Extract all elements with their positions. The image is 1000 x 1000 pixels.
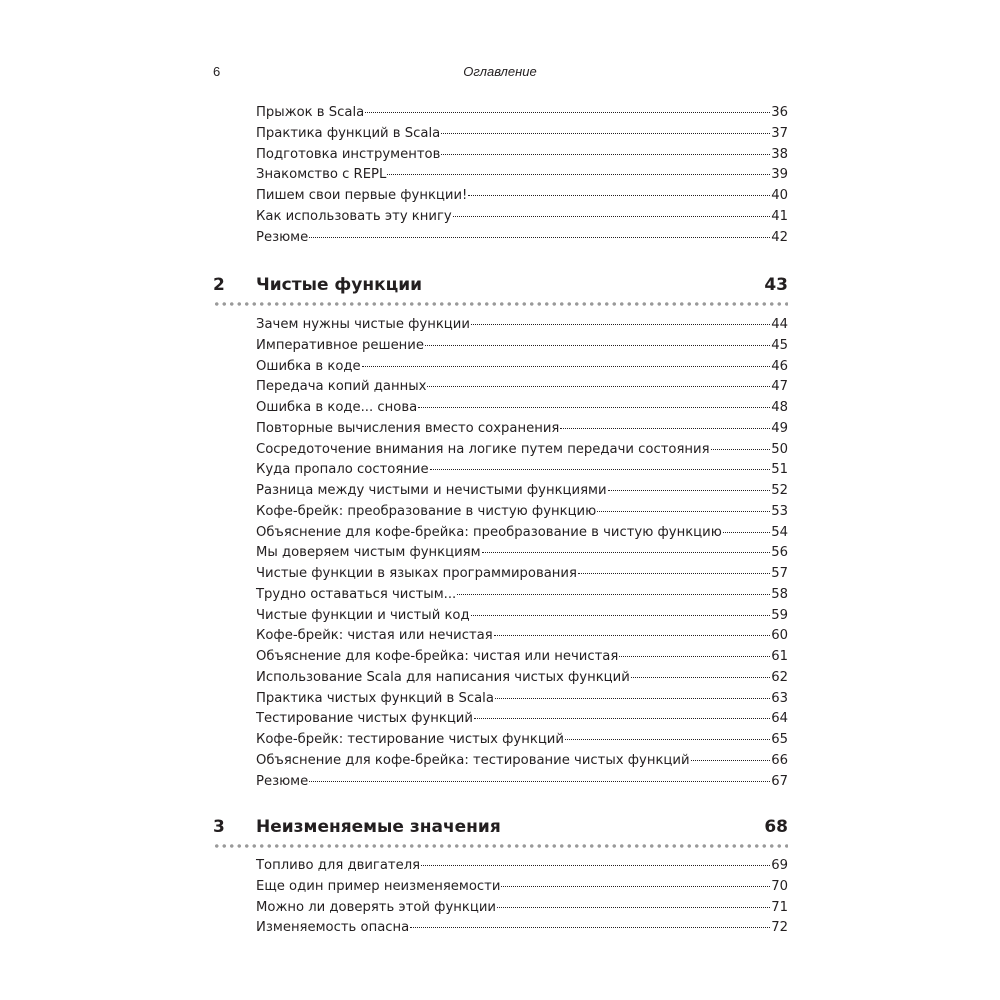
toc-entry[interactable] <box>256 186 788 207</box>
dot-leader <box>619 656 770 657</box>
toc-entry[interactable] <box>256 315 788 336</box>
toc-entry[interactable] <box>256 564 788 585</box>
entry-title: Мы доверяем чистым функциям <box>256 545 481 561</box>
dot-leader <box>430 469 771 470</box>
entry-title: Знакомство с REPL <box>256 167 387 183</box>
entry-page-number: 50 <box>771 441 788 457</box>
toc-entry[interactable] <box>256 606 788 627</box>
entry-page-number: 46 <box>771 358 788 374</box>
dot-leader <box>468 195 770 196</box>
dot-leader <box>309 237 770 238</box>
toc-entry[interactable] <box>256 689 788 710</box>
entry-title: Куда пропало состояние <box>256 462 429 478</box>
toc-entry[interactable] <box>256 856 788 877</box>
toc-entry[interactable] <box>256 228 788 249</box>
dot-leader <box>691 760 771 761</box>
toc-entry[interactable] <box>256 460 788 481</box>
entry-page-number: 64 <box>771 711 788 727</box>
chapter-entries <box>256 856 788 939</box>
dot-leader <box>365 112 770 113</box>
entry-title: Можно ли доверять этой функции <box>256 899 496 915</box>
toc-entry[interactable] <box>256 440 788 461</box>
chapter-heading[interactable] <box>213 817 788 837</box>
toc-entry[interactable] <box>256 502 788 523</box>
entry-page-number: 49 <box>771 420 788 436</box>
entry-title: Сосредоточение внимания на логике путем передачи состояния <box>256 441 710 457</box>
entry-title: Пишем свои первые функции! <box>256 188 468 203</box>
entry-title: Как использовать эту книгу <box>256 208 452 224</box>
toc-entry[interactable] <box>256 626 788 647</box>
entry-title: Кофе-брейк: преобразование в чистую функцию <box>256 503 597 519</box>
chapter-title: Неизменяемые значения <box>256 817 501 837</box>
entry-page-number: 60 <box>771 628 788 644</box>
entry-title: Разница между чистыми и нечистыми функциями <box>256 483 607 498</box>
toc-entry[interactable] <box>256 523 788 544</box>
dot-leader <box>427 386 770 387</box>
entry-page-number: 69 <box>771 858 788 873</box>
dot-leader <box>471 615 771 616</box>
chapter-divider <box>213 302 788 306</box>
dot-leader <box>474 718 770 719</box>
chapter-number: 2 <box>213 275 225 295</box>
entry-page-number: 39 <box>771 167 788 183</box>
entry-title: Тестирование чистых функций <box>256 711 473 727</box>
toc-entry[interactable] <box>256 772 788 793</box>
entry-page-number: 48 <box>771 400 788 415</box>
entry-page-number: 65 <box>771 732 788 747</box>
toc-entry[interactable] <box>256 377 788 398</box>
toc-entry[interactable] <box>256 585 788 606</box>
entry-page-number: 45 <box>771 337 788 353</box>
chapter-number: 3 <box>213 817 225 837</box>
entry-page-number: 61 <box>771 649 788 664</box>
toc-entry[interactable] <box>256 543 788 564</box>
toc-entry[interactable] <box>256 481 788 502</box>
entry-page-number: 53 <box>771 503 788 519</box>
entry-page-number: 56 <box>771 545 788 561</box>
page-number: 6 <box>213 64 221 79</box>
toc-entry[interactable] <box>256 103 788 124</box>
toc-entry[interactable] <box>256 709 788 730</box>
entry-page-number: 63 <box>771 690 788 706</box>
entry-page-number: 54 <box>771 524 788 540</box>
entry-page-number: 40 <box>771 188 788 203</box>
toc-entry[interactable] <box>256 898 788 919</box>
dot-leader <box>565 739 770 740</box>
entry-title: Использование Scala для написания чистых функций <box>256 669 630 685</box>
toc-entry[interactable] <box>256 647 788 668</box>
entry-page-number: 70 <box>771 878 788 894</box>
entry-title: Резюме <box>256 773 309 789</box>
dot-leader <box>410 927 770 928</box>
toc-entry[interactable] <box>256 357 788 378</box>
toc-entry[interactable] <box>256 398 788 419</box>
chapter-title: Чистые функции <box>256 275 423 295</box>
entry-title: Объяснение для кофе-брейка: чистая или нечистая <box>256 649 619 664</box>
entry-page-number: 66 <box>771 752 788 768</box>
dot-leader <box>362 366 771 367</box>
chapter-divider <box>213 844 788 848</box>
dot-leader <box>453 216 771 217</box>
entry-page-number: 38 <box>771 146 788 162</box>
entry-page-number: 52 <box>771 483 788 498</box>
entry-title: Изменяемость опасна <box>256 920 410 936</box>
dot-leader <box>497 907 770 908</box>
dot-leader <box>560 428 770 429</box>
entry-title: Зачем нужны чистые функции <box>256 317 470 332</box>
dot-leader <box>494 635 771 636</box>
entry-title: Топливо для двигателя <box>256 858 421 873</box>
dot-leader <box>495 698 770 699</box>
dot-leader <box>309 781 770 782</box>
dot-leader <box>418 407 770 408</box>
entry-page-number: 47 <box>771 379 788 395</box>
entry-title: Чистые функции в языках программирования <box>256 566 577 581</box>
dot-leader <box>421 865 770 866</box>
dot-leader <box>471 324 770 325</box>
entry-title: Чистые функции и чистый код <box>256 607 470 623</box>
dot-leader <box>723 532 770 533</box>
entry-page-number: 42 <box>771 229 788 245</box>
entry-page-number: 62 <box>771 669 788 685</box>
dot-leader <box>482 552 771 553</box>
toc-entry[interactable] <box>256 668 788 689</box>
entry-page-number: 67 <box>771 773 788 789</box>
entry-title: Императивное решение <box>256 337 424 353</box>
entry-title: Ошибка в коде <box>256 358 361 374</box>
entry-page-number: 37 <box>771 125 788 141</box>
entry-title: Резюме <box>256 229 309 245</box>
dot-leader <box>631 677 770 678</box>
entry-title: Объяснение для кофе-брейка: тестирование чистых функций <box>256 752 690 768</box>
entry-page-number: 51 <box>771 462 788 478</box>
toc-entry[interactable] <box>256 124 788 145</box>
entry-page-number: 72 <box>771 920 788 936</box>
toc-entry[interactable] <box>256 165 788 186</box>
intro-entries <box>256 103 788 248</box>
chapter-page: 43 <box>764 275 788 295</box>
entry-title: Повторные вычисления вместо сохранения <box>256 420 560 436</box>
dot-leader <box>441 154 770 155</box>
dot-leader <box>711 449 771 450</box>
toc-entry[interactable] <box>256 918 788 939</box>
entry-page-number: 36 <box>771 105 788 120</box>
entry-title: Кофе-брейк: чистая или нечистая <box>256 628 493 644</box>
dot-leader <box>501 886 770 887</box>
entry-title: Объяснение для кофе-брейка: преобразование в чистую функцию <box>256 524 722 540</box>
entry-title: Подготовка инструментов <box>256 146 441 162</box>
chapter-heading[interactable] <box>213 275 788 295</box>
toc-entry[interactable] <box>256 877 788 898</box>
toc-entry[interactable] <box>256 419 788 440</box>
dot-leader <box>441 133 770 134</box>
dot-leader <box>608 490 771 491</box>
toc-entry[interactable] <box>256 730 788 751</box>
entry-title: Ошибка в коде... снова <box>256 400 418 415</box>
entry-page-number: 41 <box>771 208 788 224</box>
toc-entry[interactable] <box>256 751 788 772</box>
running-title: Оглавление <box>463 64 537 79</box>
chapter-entries <box>256 315 788 792</box>
dot-leader <box>425 345 770 346</box>
dot-leader <box>578 573 770 574</box>
chapter-page: 68 <box>764 817 788 837</box>
entry-title: Еще один пример неизменяемости <box>256 878 501 894</box>
toc-entry[interactable] <box>256 145 788 166</box>
entry-page-number: 58 <box>771 586 788 602</box>
toc-entry[interactable] <box>256 336 788 357</box>
entry-title: Передача копий данных <box>256 379 427 395</box>
dot-leader <box>387 174 770 175</box>
entry-title: Прыжок в Scala <box>256 105 365 120</box>
dot-leader <box>457 594 770 595</box>
entry-page-number: 59 <box>771 607 788 623</box>
dot-leader <box>597 511 770 512</box>
entry-title: Практика чистых функций в Scala <box>256 690 494 706</box>
entry-title: Практика функций в Scala <box>256 125 441 141</box>
entry-page-number: 71 <box>771 899 788 915</box>
entry-page-number: 57 <box>771 566 788 581</box>
entry-title: Трудно оставаться чистым... <box>256 586 457 602</box>
entry-page-number: 44 <box>771 317 788 332</box>
entry-title: Кофе-брейк: тестирование чистых функций <box>256 732 564 747</box>
toc-entry[interactable] <box>256 207 788 228</box>
